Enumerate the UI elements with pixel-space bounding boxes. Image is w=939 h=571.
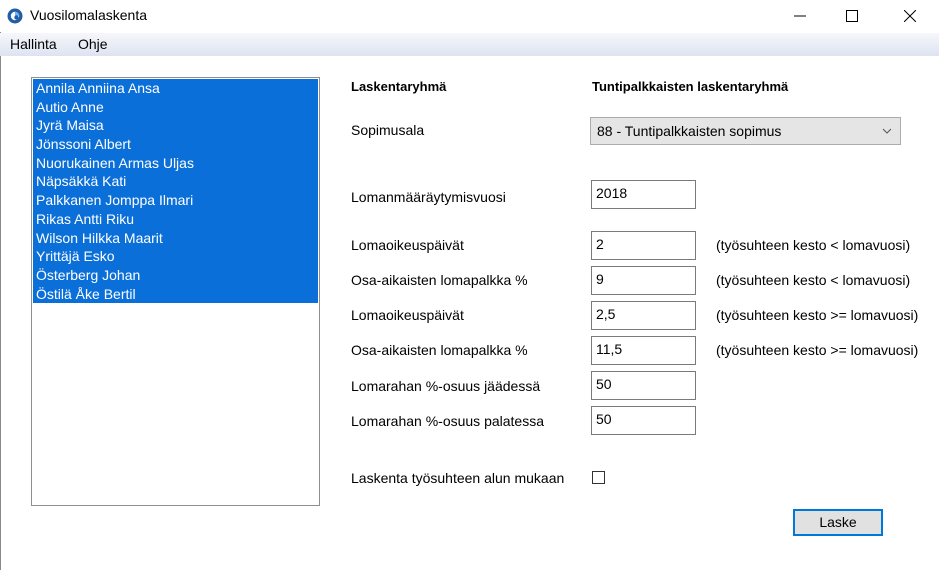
parttime-pay-long-input[interactable]: 11,5 <box>591 336 696 365</box>
list-item[interactable]: Yrittäjä Esko <box>33 247 318 266</box>
field-label-bonus-leaving: Lomarahan %-osuus jäädessä <box>351 378 541 394</box>
list-item[interactable]: Jönssoni Albert <box>33 135 318 154</box>
close-icon <box>904 10 916 22</box>
list-item[interactable]: Palkkanen Jomppa Ilmari <box>33 191 318 210</box>
list-item[interactable]: Autio Anne <box>33 98 318 117</box>
list-item[interactable]: Wilson Hilkka Maarit <box>33 229 318 248</box>
agreement-label: Sopimusala <box>351 122 425 138</box>
hint-long: (työsuhteen kesto >= lomavuosi) <box>716 307 919 323</box>
vacation-days-long-input[interactable]: 2,5 <box>591 301 696 330</box>
field-label-bonus-returning: Lomarahan %-osuus palatessa <box>351 413 545 429</box>
field-label-parttime-pay-short: Osa-aikaisten lomapalkka % <box>351 272 528 288</box>
group-value: Tuntipalkkaisten laskentaryhmä <box>592 79 789 94</box>
close-button[interactable] <box>887 0 933 32</box>
bonus-returning-input[interactable]: 50 <box>591 406 696 435</box>
maximize-button[interactable] <box>829 0 875 32</box>
window-title: Vuosilomalaskenta <box>30 7 147 23</box>
menu-hallinta[interactable]: Hallinta <box>10 36 57 52</box>
list-item[interactable]: Nuorukainen Armas Uljas <box>33 154 318 173</box>
bonus-leaving-input[interactable]: 50 <box>591 371 696 400</box>
agreement-select-value: 88 - Tuntipalkkaisten sopimus <box>597 123 782 139</box>
calculate-button[interactable]: Laske <box>793 509 883 536</box>
year-label: Lomanmääräytymisvuosi <box>351 189 506 205</box>
field-label-vacation-days-long: Lomaoikeuspäivät <box>351 307 464 323</box>
hint-long: (työsuhteen kesto >= lomavuosi) <box>716 342 919 358</box>
app-logo-icon <box>7 8 23 24</box>
list-item[interactable]: Österberg Johan <box>33 266 318 285</box>
menu-ohje[interactable]: Ohje <box>78 36 108 52</box>
field-label-vacation-days-short: Lomaoikeuspäivät <box>351 237 464 253</box>
minimize-icon <box>794 10 806 22</box>
vacation-days-short-input[interactable]: 2 <box>591 231 696 260</box>
start-based-calculation-checkbox[interactable] <box>592 471 605 484</box>
field-label-parttime-pay-long: Osa-aikaisten lomapalkka % <box>351 342 528 358</box>
parttime-pay-short-input[interactable]: 9 <box>591 266 696 295</box>
hint-short: (työsuhteen kesto < lomavuosi) <box>716 272 911 288</box>
group-label: Laskentaryhmä <box>351 79 447 94</box>
agreement-select[interactable] <box>590 117 901 145</box>
list-item[interactable]: Jyrä Maisa <box>33 116 318 135</box>
title-bar <box>0 0 939 32</box>
year-input[interactable]: 2018 <box>591 180 696 209</box>
checkbox-label: Laskenta työsuhteen alun mukaan <box>351 470 565 486</box>
maximize-icon <box>846 10 858 22</box>
list-item[interactable]: Rikas Antti Riku <box>33 210 318 229</box>
list-item[interactable]: Näpsäkkä Kati <box>33 172 318 191</box>
hint-short: (työsuhteen kesto < lomavuosi) <box>716 237 911 253</box>
chevron-down-icon <box>882 118 892 144</box>
minimize-button[interactable] <box>777 0 823 32</box>
list-item[interactable]: Annila Anniina Ansa <box>33 79 318 98</box>
menu-bar <box>0 33 939 56</box>
employee-list[interactable] <box>31 77 320 506</box>
list-item[interactable]: Östilä Åke Bertil <box>33 285 318 304</box>
